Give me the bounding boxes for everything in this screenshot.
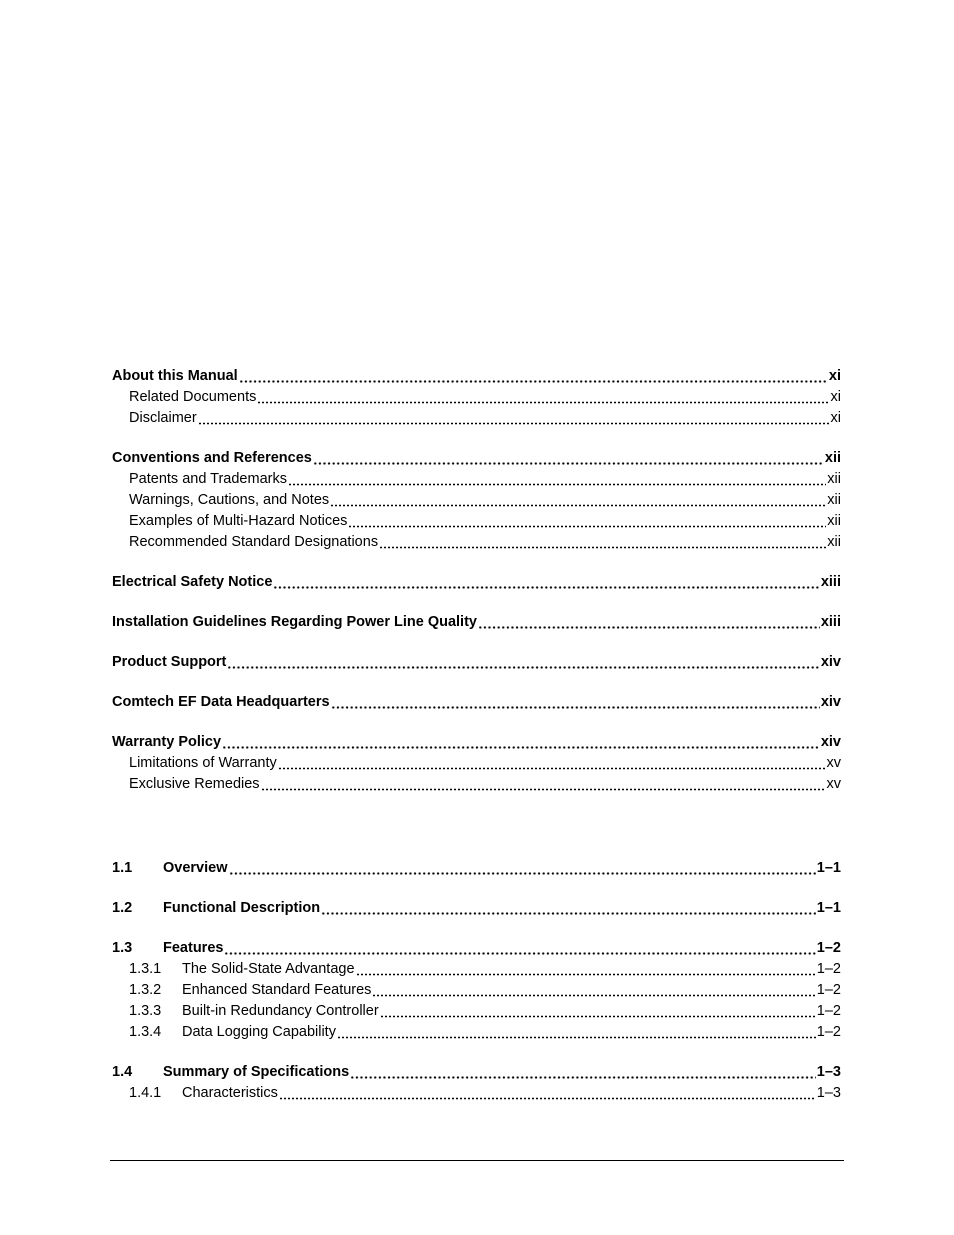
toc-entry[interactable] [112, 732, 841, 753]
toc-entry[interactable] [112, 858, 841, 879]
toc-entry-page: 1–2 [816, 1024, 841, 1040]
toc-entry[interactable] [112, 959, 841, 980]
toc-entry[interactable] [112, 1083, 841, 1104]
toc-entry-title: Characteristics [182, 1085, 278, 1101]
toc-entry-title: Functional Description [163, 900, 321, 916]
toc-entry-number: 1.3 [112, 940, 133, 956]
toc-entry-page: xiii [820, 574, 841, 590]
toc-entry-number: 1.4 [112, 1064, 133, 1080]
toc-entry[interactable] [112, 753, 841, 774]
toc-entry-page: 1–3 [816, 1085, 841, 1101]
toc-entry-page: xii [824, 450, 841, 466]
toc-entry[interactable] [112, 366, 841, 387]
toc-dot-leader [348, 511, 826, 532]
toc-dot-leader [257, 387, 829, 408]
toc-gap [112, 593, 841, 612]
toc-entry-page: xi [830, 389, 841, 405]
toc-entry-page: xii [827, 513, 841, 529]
toc-dot-leader [372, 980, 815, 1001]
toc-entry-page: 1–1 [816, 860, 841, 876]
toc-gap [112, 713, 841, 732]
toc-dot-leader [313, 448, 824, 469]
toc-entry[interactable] [112, 938, 841, 959]
toc-dot-leader [229, 858, 816, 879]
toc-dot-leader [337, 1022, 816, 1043]
toc-dot-leader [261, 774, 826, 795]
toc-entry-title: Warranty Policy [112, 734, 222, 750]
toc-entry-title: Overview [163, 860, 228, 876]
toc-entry[interactable] [112, 612, 841, 633]
toc-entry-title: Exclusive Remedies [129, 776, 260, 792]
toc-entry[interactable] [112, 448, 841, 469]
toc-gap [112, 879, 841, 898]
toc-entry-page: 1–2 [816, 1003, 841, 1019]
toc-entry[interactable] [112, 980, 841, 1001]
toc-dot-leader [198, 408, 830, 429]
toc-entry-page: xiv [820, 694, 841, 710]
toc-entry[interactable] [112, 387, 841, 408]
toc-gap [112, 633, 841, 652]
toc-gap [112, 1043, 841, 1062]
toc-entry-title: Recommended Standard Designations [129, 534, 379, 550]
toc-gap [112, 673, 841, 692]
toc-dot-leader [321, 898, 816, 919]
toc-entry[interactable] [112, 1001, 841, 1022]
toc-entry-number: 1.1 [112, 860, 133, 876]
toc-entry[interactable] [112, 572, 841, 593]
toc-entry[interactable] [112, 490, 841, 511]
toc-entry-number: 1.4.1 [129, 1085, 162, 1101]
toc-entry-page: xii [827, 492, 841, 508]
toc-entry-page: xv [826, 755, 841, 771]
toc-entry-title: About this Manual [112, 368, 238, 384]
toc-entry-page: xv [826, 776, 841, 792]
toc-entry-number: 1.3.2 [129, 982, 162, 998]
toc-entry[interactable] [112, 1022, 841, 1043]
toc-entry-page: xi [828, 368, 841, 384]
toc-entry-title: Limitations of Warranty [129, 755, 277, 771]
toc-dot-leader [350, 1062, 816, 1083]
toc-entry-page: xii [827, 471, 841, 487]
toc-dot-leader [478, 612, 820, 633]
toc-entry-page: 1–2 [816, 961, 841, 977]
toc-entry-title: Conventions and References [112, 450, 312, 466]
toc-entry-title: Built-in Redundancy Controller [182, 1003, 379, 1019]
toc-entry-title: Related Documents [129, 389, 257, 405]
toc-dot-leader [224, 938, 815, 959]
toc-entry-page: xiv [820, 654, 841, 670]
toc-dot-leader [356, 959, 816, 980]
toc-entry-page: xiv [820, 734, 841, 750]
toc-entry-number: 1.3.4 [129, 1024, 162, 1040]
toc-entry-number: 1.3.3 [129, 1003, 162, 1019]
toc-entry-page: 1–2 [816, 940, 841, 956]
toc-entry[interactable] [112, 511, 841, 532]
toc-entry[interactable] [112, 469, 841, 490]
toc-entry[interactable] [112, 532, 841, 553]
toc-dot-leader [288, 469, 826, 490]
toc-dot-leader [239, 366, 828, 387]
toc-dot-leader [278, 753, 826, 774]
toc-dot-leader [380, 1001, 816, 1022]
toc-entry-title: Disclaimer [129, 410, 197, 426]
toc-entry[interactable] [112, 408, 841, 429]
toc-entry-title: Installation Guidelines Regarding Power Line Quality [112, 614, 477, 630]
toc-dot-leader [279, 1083, 816, 1104]
toc-entry-title: Comtech EF Data Headquarters [112, 694, 330, 710]
toc-entry-title: The Solid-State Advantage [182, 961, 355, 977]
toc-dot-leader [273, 572, 819, 593]
toc-entry-page: 1–2 [816, 982, 841, 998]
toc-entry-title: Electrical Safety Notice [112, 574, 273, 590]
toc-gap [112, 553, 841, 572]
toc-gap [112, 429, 841, 448]
toc-dot-leader [330, 490, 826, 511]
toc-entry-title: Enhanced Standard Features [182, 982, 372, 998]
toc-entry-page: xi [830, 410, 841, 426]
toc-dot-leader [379, 532, 826, 553]
toc-chapter-1 [112, 858, 841, 1104]
toc-entry-title: Warnings, Cautions, and Notes [129, 492, 330, 508]
footer-rule [110, 1160, 844, 1161]
toc-entry-page: xii [827, 534, 841, 550]
toc-dot-leader [222, 732, 820, 753]
toc-entry-number: 1.2 [112, 900, 133, 916]
toc-entry-title: Examples of Multi-Hazard Notices [129, 513, 348, 529]
toc-dot-leader [227, 652, 819, 673]
toc-entry-title: Patents and Trademarks [129, 471, 287, 487]
toc-entry[interactable] [112, 774, 841, 795]
toc-entry-page: 1–3 [816, 1064, 841, 1080]
toc-dot-leader [331, 692, 820, 713]
toc-entry[interactable] [112, 692, 841, 713]
toc-front-matter [112, 366, 841, 795]
toc-entry[interactable] [112, 1062, 841, 1083]
toc-entry-title: Summary of Specifications [163, 1064, 350, 1080]
toc-entry-number: 1.3.1 [129, 961, 162, 977]
toc-gap [112, 919, 841, 938]
toc-entry-title: Features [163, 940, 224, 956]
toc-entry[interactable] [112, 898, 841, 919]
toc-entry[interactable] [112, 652, 841, 673]
toc-entry-title: Data Logging Capability [182, 1024, 336, 1040]
toc-entry-title: Product Support [112, 654, 227, 670]
toc-entry-page: xiii [820, 614, 841, 630]
toc-entry-page: 1–1 [816, 900, 841, 916]
